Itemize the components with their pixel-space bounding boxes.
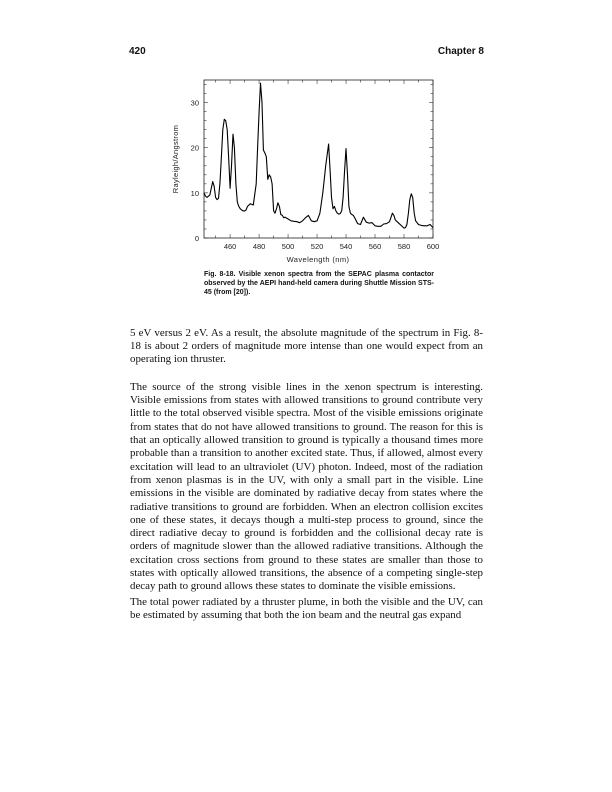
x-tick-label: 520 <box>310 242 324 251</box>
y-axis-label: Rayleigh/Angstrom <box>171 124 180 194</box>
tick-labels <box>191 99 440 251</box>
x-tick-label: 560 <box>368 242 382 251</box>
x-tick-label: 600 <box>426 242 440 251</box>
y-tick-label: 20 <box>190 143 199 153</box>
x-tick-label: 500 <box>281 242 295 251</box>
x-tick-label: 580 <box>397 242 411 251</box>
x-axis-label: Wavelength (nm) <box>286 255 350 264</box>
y-tick-label: 30 <box>190 98 199 108</box>
page-number: 420 <box>129 46 146 57</box>
plot-frame <box>204 80 433 238</box>
spectrum-line <box>204 83 433 228</box>
paragraph-3: The total power radiated by a thruster plume, in both the visible and the UV, can be estimated by assuming that both the ion beam and the neutral gas expand <box>130 595 483 622</box>
chapter-title: Chapter 8 <box>437 46 484 57</box>
y-tick-label: 10 <box>190 188 199 198</box>
x-tick-label: 480 <box>252 242 266 251</box>
spectrum-chart <box>160 70 450 270</box>
x-tick-label: 460 <box>223 242 237 251</box>
x-tick-label: 540 <box>339 242 353 251</box>
y-tick-label: 0 <box>194 234 199 243</box>
figure-caption: Fig. 8-18. Visible xenon spectra from the SEPAC plasma contactor observed by the AEPI hand-held camera during Shuttle Mission STS-45 (from [20]). <box>204 271 434 296</box>
paragraph-2: The source of the strong visible lines in the xenon spectrum is interesting. Visible emissions from states with allowed transitions to ground contribute very little to the total observed visible spectra. Most of the visible emissions originate from states that do not have allowed transitions to ground. The reason for this is that an optically allowed transition to ground is typically a thousand times more probable than a transition to another excited state. Thus, if allowed, almost every excitation will lead to an ultraviolet (UV) photon. Indeed, most of the radiation from xenon plasmas is in the UV, with only a small part in the visible. Line emissions in the visible are dominated by radiative decay from states where the radiative transitions to ground are forbidden. When an electron collision excites one of these states, it decays though a multi-step process to ground, since the direct radiative decay to ground is forbidden and the collisional decay rate is orders of magnitude slower than the allowed radiative transitions. Although the excitation cross sections from ground to these states are smaller than those to states with optically allowed transitions, the absence of a competing single-step decay path to ground allows these states to dominate the visible emissions. <box>130 380 483 593</box>
axis-ticks <box>204 80 433 238</box>
paragraph-1: 5 eV versus 2 eV. As a result, the absolute magnitude of the spectrum in Fig. 8-18 is about 2 orders of magnitude more intense than one would expect from an operating ion thruster. <box>130 326 483 366</box>
